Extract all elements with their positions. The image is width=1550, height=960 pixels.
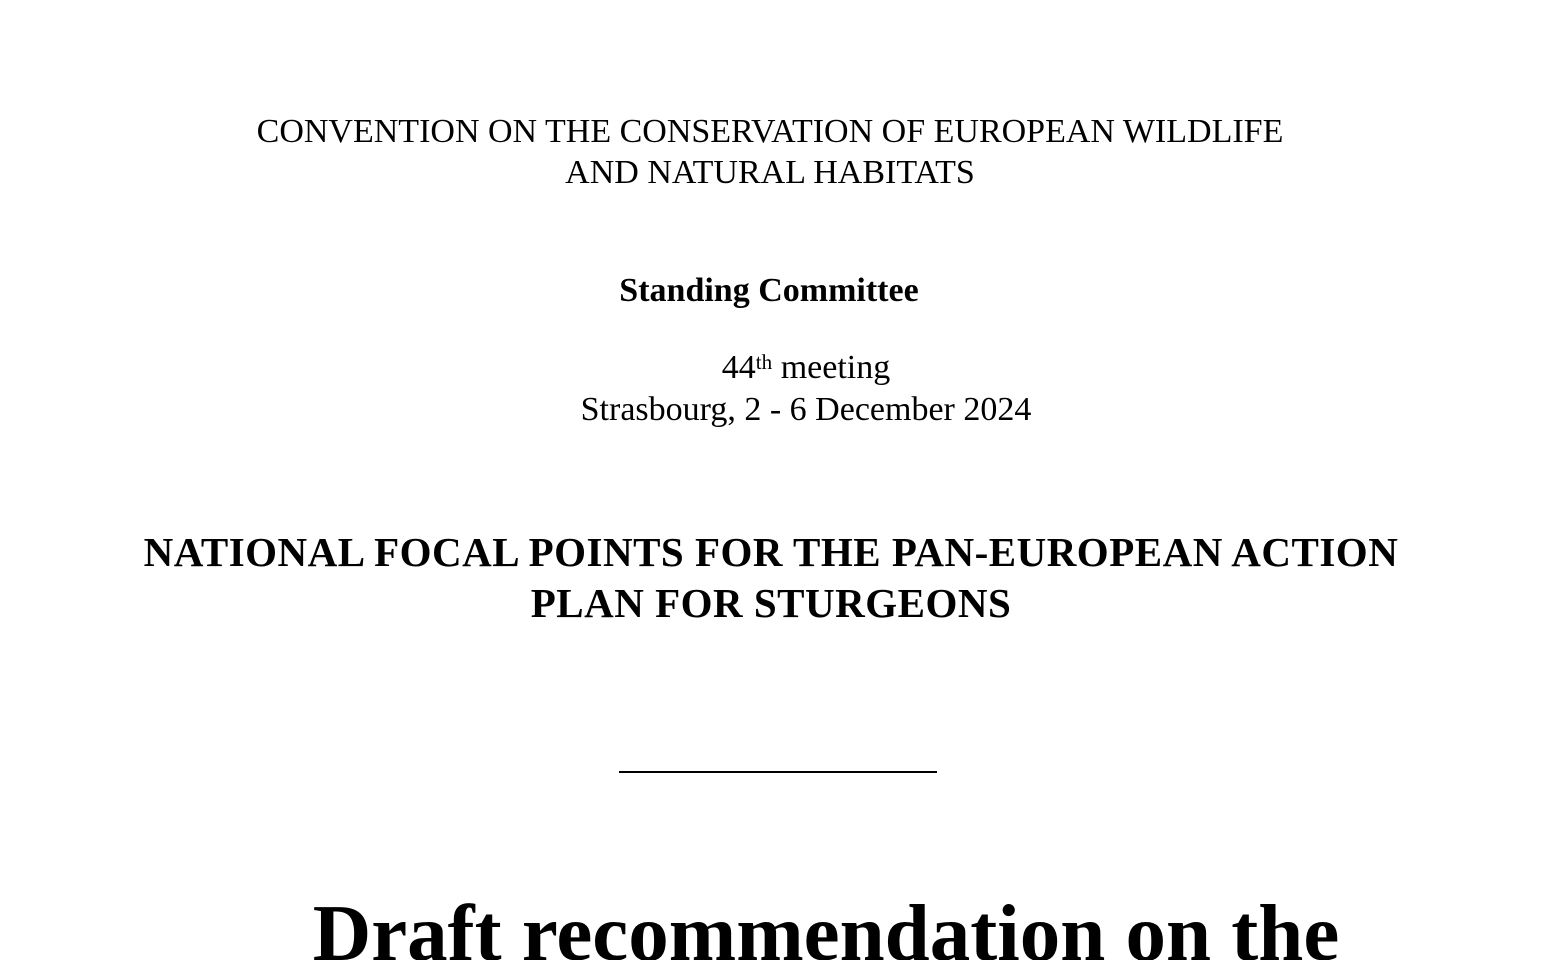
meeting-label: meeting	[772, 349, 891, 386]
meeting-number: 44	[721, 349, 756, 386]
convention-title-line1: CONVENTION ON THE CONSERVATION OF EUROPEAN WILDLIFE	[256, 113, 1284, 150]
divider-line	[619, 771, 937, 773]
section-heading-line2: PLAN FOR STURGEONS	[530, 580, 1012, 626]
section-heading	[0, 527, 1546, 629]
meeting-ordinal-suffix: th	[755, 349, 773, 374]
convention-title	[0, 111, 1545, 193]
meeting-info	[31, 347, 1550, 431]
meeting-location-date: Strasbourg, 2 - 6 December 2024	[580, 391, 1032, 428]
standing-committee-heading: Standing Committee	[619, 272, 919, 309]
convention-title-line2: AND NATURAL HABITATS	[565, 154, 975, 191]
section-heading-line1: NATIONAL FOCAL POINTS FOR THE PAN-EUROPEAN ACTION	[143, 529, 1399, 575]
main-title: Draft recommendation on the	[312, 888, 1340, 960]
meeting-number-line	[31, 347, 1550, 389]
